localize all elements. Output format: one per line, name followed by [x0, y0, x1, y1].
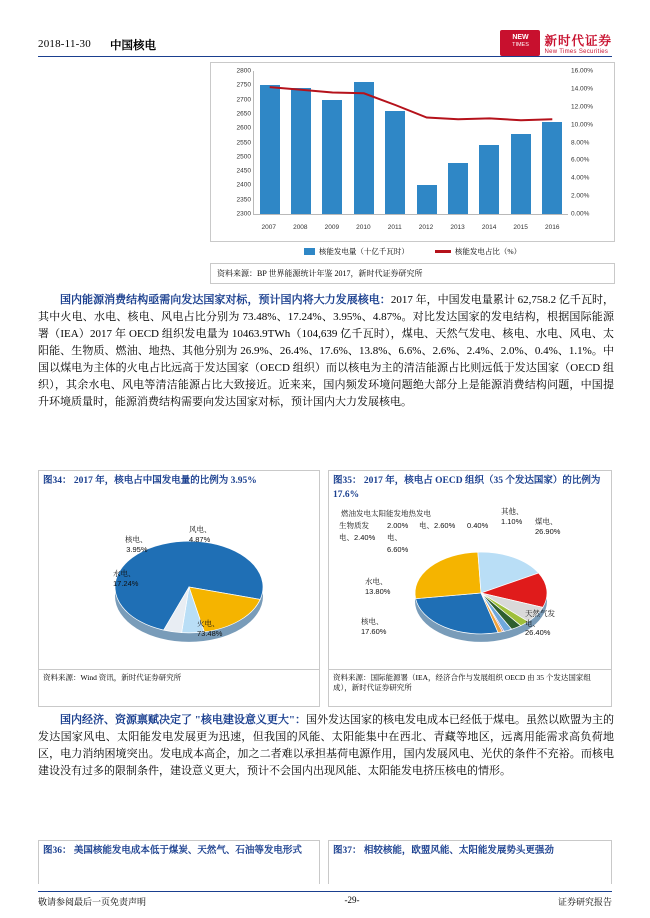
legend-label-bar: 核能发电量（十亿千瓦时）: [318, 247, 409, 256]
figure-33-x-axis-labels: [253, 224, 568, 231]
page-header: [38, 30, 612, 64]
figure-35-label-biomass: 生物质发: [339, 521, 369, 530]
figure-34-body: [39, 491, 319, 669]
paragraph-1-body: 2017 年，中国发电量累计 62,758.2 亿千瓦时，其中火电、水电、核电、风电占比分别为 73.48%、17.24%、3.95%、4.87%。对比发达国家的发电结构，根据国际能源署（IEA）2017 年 OECD 组织发电量为 10463.9TWh（104,639 亿千瓦时），煤电、天然气发电、核电、水电、风电、太阳能、生物质、燃油、地热、其他分别为 26.9%、26.4%、17.6%、13.8%、6.6%、2.6%、2.4%、2.0%、0.4%、1.1%。中国以煤电为主体的火电占比远高于发达国家（OECD 组织）而以核电为主的清洁能源占比则远低于发达国家（OECD 组织），其余水电、风电等清洁能源占比大致接近。近来来，国内频发环境问题绝大部分上是能源消费结构问题，中国提升环境质量时，能源消费结构需要向发达国家对标，预计国内大力发展核电。: [38, 294, 615, 408]
paragraph-2: [38, 712, 614, 780]
legend-item-bar: [304, 246, 409, 257]
figure-37-number: 图37：: [333, 846, 362, 856]
y-axis-tick-right: 8.00%: [571, 139, 590, 146]
header-divider: [38, 56, 612, 57]
figure-34-label-nuclear: 核电、 3.95%: [125, 535, 148, 554]
y-axis-tick-left: 2650: [236, 110, 251, 118]
x-axis-tick: 2014: [481, 224, 497, 231]
y-axis-tick-right: 16.00%: [571, 67, 594, 75]
figure-35-body: [329, 505, 611, 669]
figure-33-legend: [210, 246, 615, 257]
figure-35-panel: [328, 470, 612, 707]
figure-35-label-hydro: 水电、 13.80%: [365, 577, 391, 596]
logo-mark-top: NEW: [512, 34, 529, 41]
figure-34-source: 资料来源：Wind 资讯，新时代证券研究所: [39, 669, 319, 686]
footer-divider: [38, 891, 612, 892]
figure-35-label-solar-val: 电、2.60%: [419, 521, 456, 530]
x-axis-tick: 2016: [544, 224, 560, 231]
y-axis-tick-right: 10.00%: [571, 121, 594, 129]
figure-34-label-hydro: 水电、 17.24%: [113, 569, 139, 588]
figure-35-label-oil-solar: 燃油发电太阳能发地热发电: [341, 509, 431, 518]
figure-35-label-nuclear: 核电、 17.60%: [361, 617, 387, 636]
figure-33-chart: [210, 62, 615, 242]
x-axis-tick: 2011: [387, 224, 402, 231]
figure-36-title-text: 美国核能发电成本低于煤炭、天然气、石油等发电形式: [73, 846, 302, 856]
figure-36-panel: [38, 840, 320, 884]
pie-slice: [415, 552, 481, 599]
figure-35-label-coal-name: 煤电、: [535, 517, 558, 526]
figure-35-label-other: 其他、: [501, 507, 524, 516]
brand-logo: [500, 30, 612, 56]
x-axis-tick: 2013: [450, 224, 465, 231]
y-axis-tick-left: 2750: [236, 81, 251, 89]
y-axis-tick-left: 2450: [236, 167, 251, 175]
footer-page-number: -29-: [344, 895, 360, 905]
figure-35-label-gas: 天然气发 电、 26.40%: [525, 609, 555, 637]
y-axis-tick-right: 12.00%: [571, 103, 594, 111]
figure-37-title-text: 相较核能，欧盟风能、太阳能发展势头更强劲: [363, 846, 554, 856]
logo-mark-bottom: TIMES: [512, 42, 529, 48]
figure-35-label-geo-val: 0.40%: [467, 521, 489, 530]
x-axis-tick: 2009: [324, 224, 340, 231]
y-axis-tick-left: 2400: [236, 181, 251, 189]
figure-35-label-wind2: 电、: [387, 533, 402, 542]
y-axis-tick-right: 6.00%: [571, 156, 590, 164]
figure-35-number: 图35：: [333, 476, 362, 486]
figure-33-plot: [236, 67, 594, 218]
y-axis-tick-right: 2.00%: [571, 192, 590, 200]
figure-35-label-coal-val: 26.90%: [535, 527, 561, 536]
y-axis-tick-right: 4.00%: [571, 174, 590, 182]
figure-33-source: 资料来源：BP 世界能源统计年鉴 2017，新时代证券研究所: [210, 263, 615, 284]
figure-35-title: [329, 471, 611, 505]
legend-label-line: 核能发电占比（%）: [454, 247, 522, 256]
y-axis-tick-left: 2550: [236, 139, 251, 146]
figure-35-label-other-val: 1.10%: [501, 517, 523, 526]
figure-36-number: 图36：: [43, 846, 72, 856]
y-axis-tick-left: 2300: [236, 210, 251, 218]
figure-35-source: 资料来源：国际能源署（IEA，经济合作与发展组织 OECD 由 35 个发达国家组成），新时代证券研究所: [329, 669, 611, 696]
paragraph-2-body: 国外发达国家的核电发电成本已经低于煤电。虽然以欧盟为主的发达国家风电、太阳能发电发展更为迅速，但我国的风能、太阳能集中在西北、青藏等地区，远离用能需求高负荷地区，电力消纳困境突出。发电成本高企，加之二者难以承担基荷电源作用，国内发展风电、光伏的条件不充裕。而核电建设没有过多的限制条件，建设意义更大，预计不会国内出现风能、太阳能发电挤压核电的情形。: [38, 714, 614, 777]
logo-text-en: New Times Securities: [544, 49, 609, 55]
x-axis-tick: 2012: [418, 224, 434, 231]
paragraph-1-lead: 国内能源消费结构亟需向发达国家对标，预计国内将大力发展核电：: [60, 294, 391, 306]
figure-34-title: [39, 471, 319, 491]
figure-35-title-text: 2017 年，核电占 OECD 组织（35 个发达国家）的比例为 17.6%: [333, 476, 601, 500]
figure-37-panel: [328, 840, 612, 884]
figure-33-line-series: [254, 71, 568, 214]
header-company: 中国核电: [110, 40, 156, 52]
footer-report-type: 证券研究报告: [557, 897, 612, 907]
x-axis-tick: 2007: [261, 224, 276, 231]
x-axis-tick: 2015: [513, 224, 528, 231]
figure-34-label-wind: 风电、 4.87%: [189, 525, 212, 544]
y-axis-tick-left: 2350: [236, 196, 251, 204]
figure-34-title-text: 2017 年，核电占中国发电量的比例为 3.95%: [73, 476, 257, 486]
figure-36-title: [39, 841, 319, 861]
legend-swatch-icon: [304, 248, 315, 255]
y-axis-tick-right: 14.00%: [571, 85, 594, 93]
y-axis-tick-left: 2800: [236, 67, 251, 75]
figure-34-pie-chart: [39, 491, 321, 669]
figure-34-label-thermal: 火电、 73.48%: [197, 619, 223, 638]
header-date: 2018-11-30: [38, 38, 91, 50]
figure-34-panel: [38, 470, 320, 707]
y-axis-tick-left: 2600: [236, 124, 251, 132]
figure-37-title: [329, 841, 611, 861]
figure-35-label-wind-val: 6.60%: [387, 545, 409, 554]
y-axis-tick-right: 0.00%: [571, 210, 590, 218]
x-axis-tick: 2008: [293, 224, 308, 231]
x-axis-tick: 2010: [356, 224, 371, 231]
footer-disclaimer: 敬请参阅最后一页免责声明: [38, 897, 147, 907]
logo-mark-icon: [500, 30, 540, 56]
figure-34-number: 图34：: [43, 476, 72, 486]
figure-33-block: [210, 62, 615, 284]
legend-item-line: [435, 246, 521, 257]
paragraph-2-lead: 国内经济、资源禀赋决定了 "核电建设意义更大"：: [60, 714, 306, 726]
logo-text-cn: 新时代证券: [544, 34, 612, 48]
y-axis-tick-left: 2500: [236, 153, 251, 161]
y-axis-tick-left: 2700: [236, 96, 251, 104]
paragraph-1: [38, 292, 614, 411]
figure-35-label-coal: 电、2.40%: [339, 533, 376, 542]
legend-line-icon: [435, 250, 451, 253]
page-footer: [38, 895, 612, 908]
figure-35-label-oil-val: 2.00%: [387, 521, 409, 530]
